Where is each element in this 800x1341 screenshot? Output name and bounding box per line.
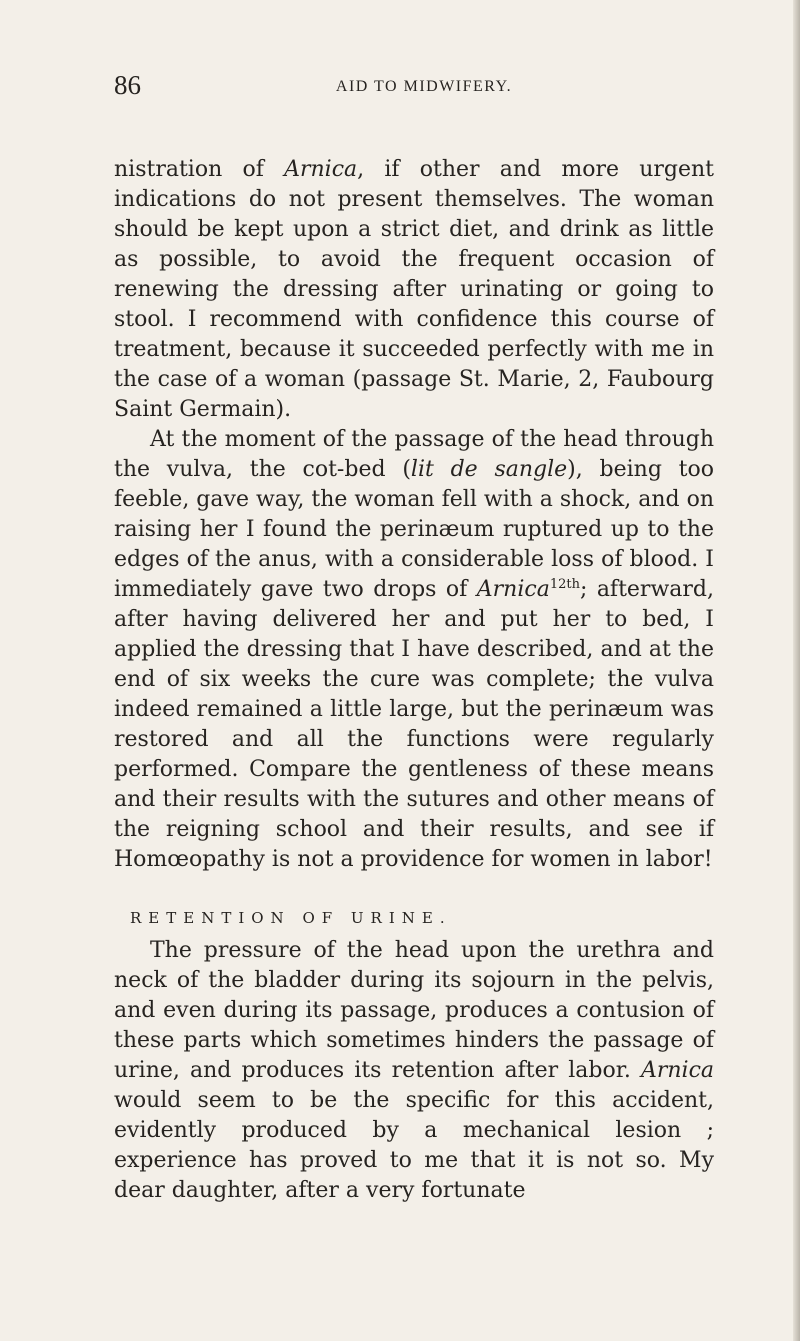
page-number: 86 <box>114 70 141 100</box>
body-text <box>114 155 714 1206</box>
text-run: ; afterward, after having delivered her and put her to bed, I applied the dressing that I have described, and at the end of six weeks the cure was complete; the vulva indeed remained a little large, but the perinæum was restored and all the functions were regularly performed. Compare the gentleness of these means and their results with the sutures and other means of the reigning school and their results, and see if Homœopathy is not a providence for women in labor! <box>114 577 714 872</box>
text-run: nistration of <box>114 157 285 182</box>
italic-term: Arnica <box>640 1058 714 1083</box>
italic-term: Arnica <box>284 157 358 182</box>
paragraph-1 <box>114 155 714 425</box>
superscript-potency: 12th <box>549 577 580 592</box>
page-edge <box>793 0 800 1341</box>
italic-term: Arnica <box>476 577 550 602</box>
paragraph-2 <box>114 425 714 875</box>
text-run: The pressure of the head upon the urethra and neck of the bladder during its sojourn in the pelvis, and even during its passage, produces a contusion of these parts which sometimes hinders the passage of urine, and produces its retention after labor. <box>114 938 714 1083</box>
italic-term: lit de sangle <box>410 457 568 482</box>
page-header <box>114 70 714 110</box>
running-head: AID TO MIDWIFERY. <box>335 78 513 95</box>
paragraph-3 <box>114 936 714 1206</box>
section-heading: RETENTION OF URINE. <box>130 909 452 927</box>
text-run: would seem to be the specific for this accident, evidently produced by a mechanical lesion ; experience has proved to me that it is not so. My dear daughter, after a very fortunate <box>114 1088 714 1203</box>
text-run: ), being too feeble, gave way, the woman fell with a shock, and on raising her I found the perinæum ruptured up to the edges of the anus, with a considerable loss of blood. I immediately gave two drops of <box>114 457 714 602</box>
text-run: At the moment of the passage of the head through the vulva, the cot-bed ( <box>114 427 714 482</box>
text-run: , if other and more urgent indications do not present themselves. The woman should be kept upon a strict diet, and drink as little as possible, to avoid the frequent occasion of renewing the dressing after urinating or going to stool. I recommend with confidence this course of treatment, because it succeeded perfectly with me in the case of a woman (passage St. Marie, 2, Faubourg Saint Germain). <box>114 157 714 422</box>
